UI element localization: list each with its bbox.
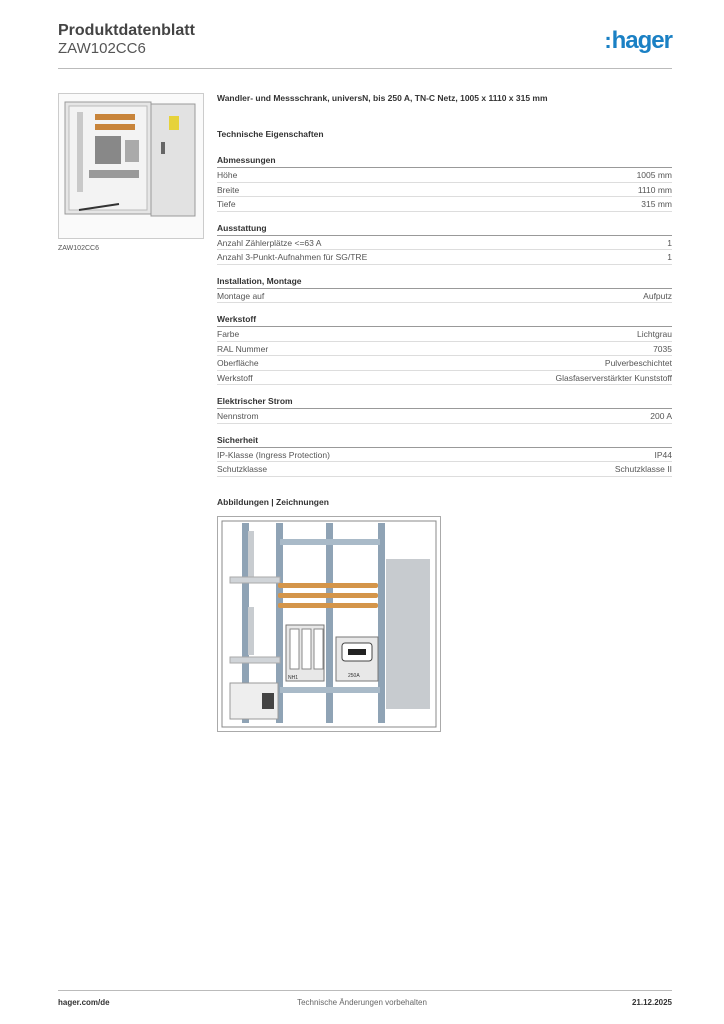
spec-row: Farbe Lichtgrau <box>217 327 672 342</box>
header-divider <box>58 68 672 69</box>
spec-row: Breite 1110 mm <box>217 183 672 198</box>
nh-label: NH1 <box>288 675 299 681</box>
spec-row: Höhe 1005 mm <box>217 168 672 183</box>
section-electrical <box>217 396 672 424</box>
footer-date: 21.12.2025 <box>631 998 672 1007</box>
breaker-label: 250A <box>348 673 360 679</box>
section-dimensions <box>217 155 672 212</box>
section-title: Werkstoff <box>217 314 672 327</box>
footer-disclaimer: Technische Änderungen vorbehalten <box>297 998 427 1007</box>
footer-divider <box>58 990 672 991</box>
spec-row: Oberfläche Pulverbeschichtet <box>217 356 672 371</box>
section-material <box>217 314 672 385</box>
spec-row: IP-Klasse (Ingress Protection) IP44 <box>217 448 672 463</box>
tech-heading: Technische Eigenschaften <box>217 129 324 139</box>
footer-website-link[interactable]: hager.com/de <box>58 998 110 1007</box>
technical-drawing <box>217 516 441 732</box>
spec-area <box>217 93 672 488</box>
section-equipment <box>217 223 672 265</box>
spec-row: Tiefe 315 mm <box>217 197 672 212</box>
section-title: Ausstattung <box>217 223 672 236</box>
spec-row: Anzahl 3-Punkt-Aufnahmen für SG/TRE 1 <box>217 250 672 265</box>
section-installation <box>217 276 672 304</box>
spec-row: Nennstrom 200 A <box>217 409 672 424</box>
spec-row: Anzahl Zählerplätze <=63 A 1 <box>217 236 672 251</box>
spec-row: Schutzklasse Schutzklasse II <box>217 462 672 477</box>
spec-row: Montage auf Aufputz <box>217 289 672 304</box>
section-safety <box>217 435 672 477</box>
spec-row: RAL Nummer 7035 <box>217 342 672 357</box>
section-title: Abmessungen <box>217 155 672 168</box>
spec-row: Werkstoff Glasfaserverstärkter Kunststoff <box>217 371 672 386</box>
hager-logo[interactable]: :hager <box>604 27 672 54</box>
product-image <box>58 93 204 239</box>
section-title: Sicherheit <box>217 435 672 448</box>
page-title: Produktdatenblatt <box>58 22 195 39</box>
image-caption: ZAW102CC6 <box>58 245 99 252</box>
product-code: ZAW102CC6 <box>58 40 146 57</box>
drawings-heading: Abbildungen | Zeichnungen <box>217 497 329 507</box>
product-description: Wandler- und Messschrank, universN, bis 250 A, TN-C Netz, 1005 x 1110 x 315 mm <box>217 93 548 103</box>
section-title: Installation, Montage <box>217 276 672 289</box>
section-title: Elektrischer Strom <box>217 396 672 409</box>
